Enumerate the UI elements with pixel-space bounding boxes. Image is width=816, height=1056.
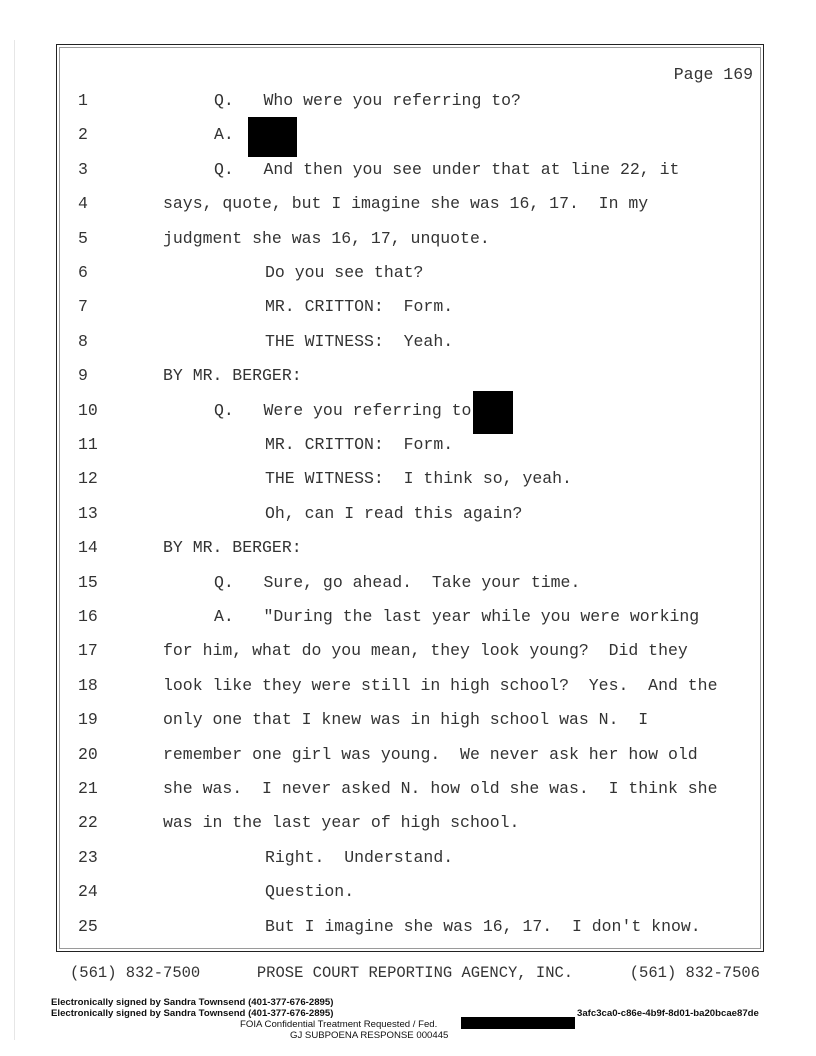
subpoena-stamp: GJ SUBPOENA RESPONSE 000445	[290, 1030, 449, 1041]
line-text-segment: Q. Who were you referring to?	[214, 91, 521, 110]
line-number: 15	[78, 572, 98, 592]
line-text-segment: she was. I never asked N. how old she was. I think she	[163, 779, 718, 798]
transcript-line	[57, 435, 763, 465]
line-text-segment: THE WITNESS: Yeah.	[265, 331, 454, 351]
line-text-segment: BY MR. BERGER:	[163, 538, 302, 558]
transcript-line	[57, 125, 763, 155]
transcript-line	[57, 297, 763, 327]
transcript-line	[57, 745, 763, 775]
line-number: 8	[78, 331, 88, 351]
line-number: 19	[78, 710, 98, 730]
signature-line-1: Electronically signed by Sandra Townsend (401-377-676-2895)	[51, 997, 334, 1008]
transcript-line	[57, 263, 763, 293]
line-text	[265, 469, 572, 488]
line-text	[265, 263, 423, 282]
line-text-segment: MR. CRITTON: Form.	[265, 435, 454, 454]
footer-phone-left: (561) 832-7500	[70, 964, 201, 982]
transcript-line	[57, 504, 763, 534]
transcript-page	[56, 44, 764, 952]
transcript-line	[57, 538, 763, 568]
redaction-box	[248, 117, 297, 157]
line-number: 25	[78, 916, 98, 936]
transcript-line	[57, 160, 763, 190]
line-text	[265, 917, 701, 936]
line-text	[163, 538, 302, 557]
line-text	[163, 366, 302, 385]
transcript-line	[57, 401, 763, 431]
line-text	[265, 332, 453, 351]
signature-line-2: Electronically signed by Sandra Townsend (401-377-676-2895)	[51, 1008, 334, 1019]
line-text	[163, 813, 519, 832]
transcript-line	[57, 917, 763, 947]
line-text	[265, 882, 354, 901]
line-text	[214, 160, 679, 179]
line-number: 1	[78, 91, 88, 110]
line-number: 9	[78, 366, 88, 386]
line-text	[163, 194, 648, 213]
line-text-segment: remember one girl was young. We never ask her how old	[163, 744, 698, 764]
foia-notice: FOIA Confidential Treatment Requested / Fed.	[240, 1019, 438, 1030]
line-number: 11	[78, 435, 98, 454]
footer-agency: PROSE COURT REPORTING AGENCY, INC.	[256, 964, 574, 982]
scan-edge	[14, 40, 15, 1040]
line-text	[214, 573, 580, 592]
transcript-line	[57, 573, 763, 603]
line-number: 16	[78, 607, 98, 626]
transcript-line	[57, 676, 763, 706]
footer-redaction	[461, 1017, 575, 1029]
line-text-segment: Right. Understand.	[265, 847, 454, 867]
line-number: 6	[78, 263, 88, 282]
line-number: 12	[78, 469, 98, 489]
line-number: 20	[78, 744, 98, 764]
line-number: 14	[78, 538, 98, 558]
transcript-line	[57, 469, 763, 499]
line-text-segment: MR. CRITTON: Form.	[265, 297, 454, 317]
transcript-line	[57, 779, 763, 809]
transcript-line	[57, 91, 763, 121]
line-text	[265, 504, 522, 523]
line-text-segment: Q. Were you referring to	[214, 400, 472, 420]
line-text-segment: BY MR. BERGER:	[163, 366, 302, 386]
line-text-segment: Question.	[265, 882, 355, 902]
line-number: 7	[78, 297, 88, 317]
transcript-line	[57, 332, 763, 362]
line-text	[163, 229, 490, 248]
transcript-line	[57, 710, 763, 740]
line-number: 5	[78, 228, 88, 248]
transcript-line	[57, 194, 763, 224]
footer-phone-right: (561) 832-7506	[629, 964, 760, 982]
transcript-line	[57, 366, 763, 396]
line-text	[163, 710, 648, 729]
line-text	[163, 676, 718, 695]
line-text	[214, 91, 521, 110]
line-text	[163, 779, 718, 798]
line-text	[214, 607, 699, 626]
line-number: 13	[78, 503, 98, 523]
line-number: 23	[78, 847, 98, 867]
document-hash: 3afc3ca0-c86e-4b9f-8d01-ba20bcae87de	[577, 1008, 759, 1019]
line-text-segment: for him, what do you mean, they look young? Did they	[163, 641, 688, 661]
line-number: 2	[78, 125, 88, 145]
line-number: 4	[78, 194, 88, 214]
line-text-segment: THE WITNESS: I think so, yeah.	[265, 469, 572, 489]
line-text-segment: look like they were still in high school? Yes. And the	[163, 675, 718, 695]
transcript-line	[57, 641, 763, 671]
line-text	[265, 297, 453, 316]
line-text	[163, 745, 698, 764]
line-text-segment: Q. Sure, go ahead. Take your time.	[214, 572, 581, 592]
line-number: 24	[78, 882, 98, 902]
page-footer	[70, 964, 760, 982]
line-number: 18	[78, 675, 98, 695]
transcript-line	[57, 882, 763, 912]
line-text-segment: Do you see that?	[265, 263, 424, 282]
transcript-line	[57, 813, 763, 843]
page-number: Page 169	[673, 65, 753, 84]
line-number: 17	[78, 641, 98, 661]
line-text-segment: judgment she was 16, 17, unquote.	[163, 228, 490, 248]
line-number: 3	[78, 159, 88, 179]
line-text	[214, 125, 297, 157]
line-text-segment: But I imagine she was 16, 17. I don't know.	[265, 916, 701, 936]
line-number: 22	[78, 813, 98, 833]
line-text-segment: Q. And then you see under that at line 22, it	[214, 159, 680, 179]
line-text-segment: was in the last year of high school.	[163, 813, 520, 833]
line-text-segment: says, quote, but I imagine she was 16, 17. In my	[163, 194, 649, 214]
line-text-segment: A.	[214, 125, 234, 145]
line-text	[214, 401, 513, 434]
line-number: 21	[78, 779, 98, 798]
line-text-segment: A. "During the last year while you were working	[214, 607, 700, 626]
line-text	[163, 641, 688, 660]
redaction-box	[473, 391, 513, 434]
line-text	[265, 848, 453, 867]
transcript-line	[57, 229, 763, 259]
transcript-line	[57, 607, 763, 637]
transcript-line	[57, 848, 763, 878]
line-text-segment: only one that I knew was in high school was N. I	[163, 710, 649, 730]
line-number: 10	[78, 400, 98, 420]
line-text-segment: Oh, can I read this again?	[265, 503, 523, 523]
line-text	[265, 435, 453, 454]
